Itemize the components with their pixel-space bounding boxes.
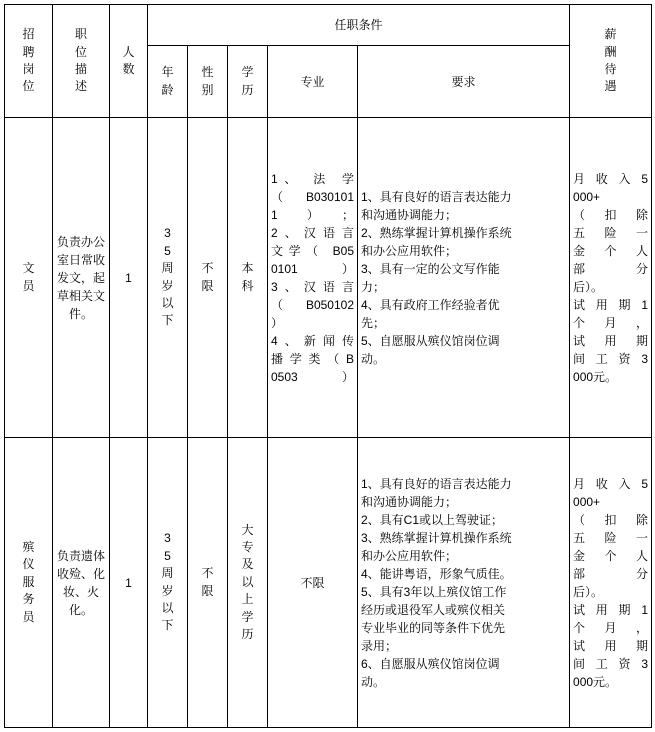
requirement-line: 2、熟练掌握计算机操作系统 (361, 225, 512, 240)
row-count: 1 (110, 118, 148, 438)
header-salary: 薪 酬 待 遇 (570, 5, 652, 118)
row-gender: 不 限 (188, 438, 228, 728)
salary-line: 000+ (573, 494, 601, 509)
requirement-line: 1、具有良好的语言表达能力 (361, 476, 512, 491)
row-age: 3 5 周 岁 以 下 (148, 438, 188, 728)
requirement-line: 5、具有3年以上殡仪馆工作 (361, 584, 507, 599)
row-major (268, 118, 358, 438)
major-line: 播学类（B (271, 351, 354, 366)
header-count: 人 数 (110, 5, 148, 118)
salary-line: （ 扣 除 (573, 512, 649, 527)
major-line: 2、汉语言 (271, 225, 354, 240)
major-line: 4、新闻传 (271, 333, 354, 348)
requirement-line: 录用； (361, 638, 398, 653)
salary-line: 000+ (573, 189, 601, 204)
major-line: 0503） (271, 369, 354, 384)
requirement-line: 3、具有一定的公文写作能 (361, 261, 500, 276)
header-education: 学 历 (228, 46, 268, 118)
requirement-line: 3、熟练掌握计算机操作系统 (361, 530, 512, 545)
requirement-line: 动。 (361, 351, 386, 366)
header-conditions: 任职条件 (148, 5, 570, 46)
header-row-1 (5, 5, 652, 46)
requirement-line: 和沟通协调能力； (361, 494, 458, 509)
requirement-line: 先； (361, 315, 386, 330)
major-line: （ B030101 (271, 189, 354, 204)
requirement-line: 和沟通协调能力； (361, 207, 458, 222)
salary-line: 五 险 一 (573, 530, 649, 545)
salary-line: 试 用 期 (573, 333, 649, 348)
salary-line: 金 个 人 (573, 548, 649, 563)
salary-line: 月收入5 (573, 476, 649, 491)
row-description: 负责遗体收殓、化妆、火化。 (53, 438, 110, 728)
major-line: 文学（ B05 (271, 243, 354, 258)
row-education: 大 专 及 以 上 学 历 (228, 438, 268, 728)
row-gender: 不 限 (188, 118, 228, 438)
recruitment-table (4, 4, 652, 728)
requirement-line: 力； (361, 279, 386, 294)
major-line: （ B050102 (271, 297, 354, 312)
salary-line: 000元。 (573, 674, 618, 689)
salary-line: 间工资3 (573, 656, 649, 671)
requirement-line: 专业毕业的同等条件下优先 (361, 620, 506, 635)
salary-line: 试用期1 (573, 602, 649, 617)
row-count: 1 (110, 438, 148, 728)
salary-line: 月收入5 (573, 171, 649, 186)
salary-line: 000元。 (573, 369, 618, 384)
requirement-line: 1、具有良好的语言表达能力 (361, 189, 512, 204)
row-education: 本 科 (228, 118, 268, 438)
table-row (5, 438, 652, 728)
header-major: 专业 (268, 46, 358, 118)
salary-line: 后）。 (573, 279, 604, 294)
requirement-line: 经历或退役军人或殡仪相关 (361, 602, 506, 617)
row-salary (570, 118, 652, 438)
major-line: ） (271, 315, 284, 330)
salary-line: 部 分 (573, 261, 649, 276)
row-age: 3 5 周 岁 以 下 (148, 118, 188, 438)
requirement-line: 5、自愿服从殡仪馆岗位调 (361, 333, 500, 348)
requirement-line: 和办公应用软件； (361, 548, 458, 563)
requirement-line: 6、自愿服从殡仪馆岗位调 (361, 656, 500, 671)
salary-line: 试用期1 (573, 297, 649, 312)
major-line: 1）； (271, 207, 354, 222)
header-description: 职 位 描 述 (53, 5, 110, 118)
requirement-line: 和办公应用软件； (361, 243, 458, 258)
header-age: 年 龄 (148, 46, 188, 118)
row-major: 不限 (268, 438, 358, 728)
major-line: 1、 法 学 (271, 171, 354, 186)
salary-line: 个 月 ， (573, 620, 649, 635)
salary-line: 部 分 (573, 566, 649, 581)
row-salary (570, 438, 652, 728)
major-line: 3、汉语言 (271, 279, 354, 294)
salary-line: 五 险 一 (573, 225, 649, 240)
header-gender: 性 别 (188, 46, 228, 118)
salary-line: 金 个 人 (573, 243, 649, 258)
salary-line: 个 月 ， (573, 315, 649, 330)
table-row (5, 118, 652, 438)
salary-line: 间工资3 (573, 351, 649, 366)
salary-line: 后）。 (573, 584, 604, 599)
row-post: 殡 仪 服 务 员 (5, 438, 53, 728)
row-description: 负责办公室日常收发文，起草相关文件。 (53, 118, 110, 438)
requirement-line: 2、具有C1或以上驾驶证； (361, 512, 504, 527)
salary-line: （ 扣 除 (573, 207, 649, 222)
salary-line: 试 用 期 (573, 638, 649, 653)
requirement-line: 4、能讲粤语，形象气质佳。 (361, 566, 512, 581)
header-post: 招 聘 岗 位 (5, 5, 53, 118)
requirement-line: 4、具有政府工作经验者优 (361, 297, 500, 312)
requirement-line: 动。 (361, 674, 386, 689)
row-requirement (358, 118, 570, 438)
row-post: 文 员 (5, 118, 53, 438)
header-requirement: 要求 (358, 46, 570, 118)
row-requirement (358, 438, 570, 728)
major-line: 0101） (271, 261, 354, 276)
